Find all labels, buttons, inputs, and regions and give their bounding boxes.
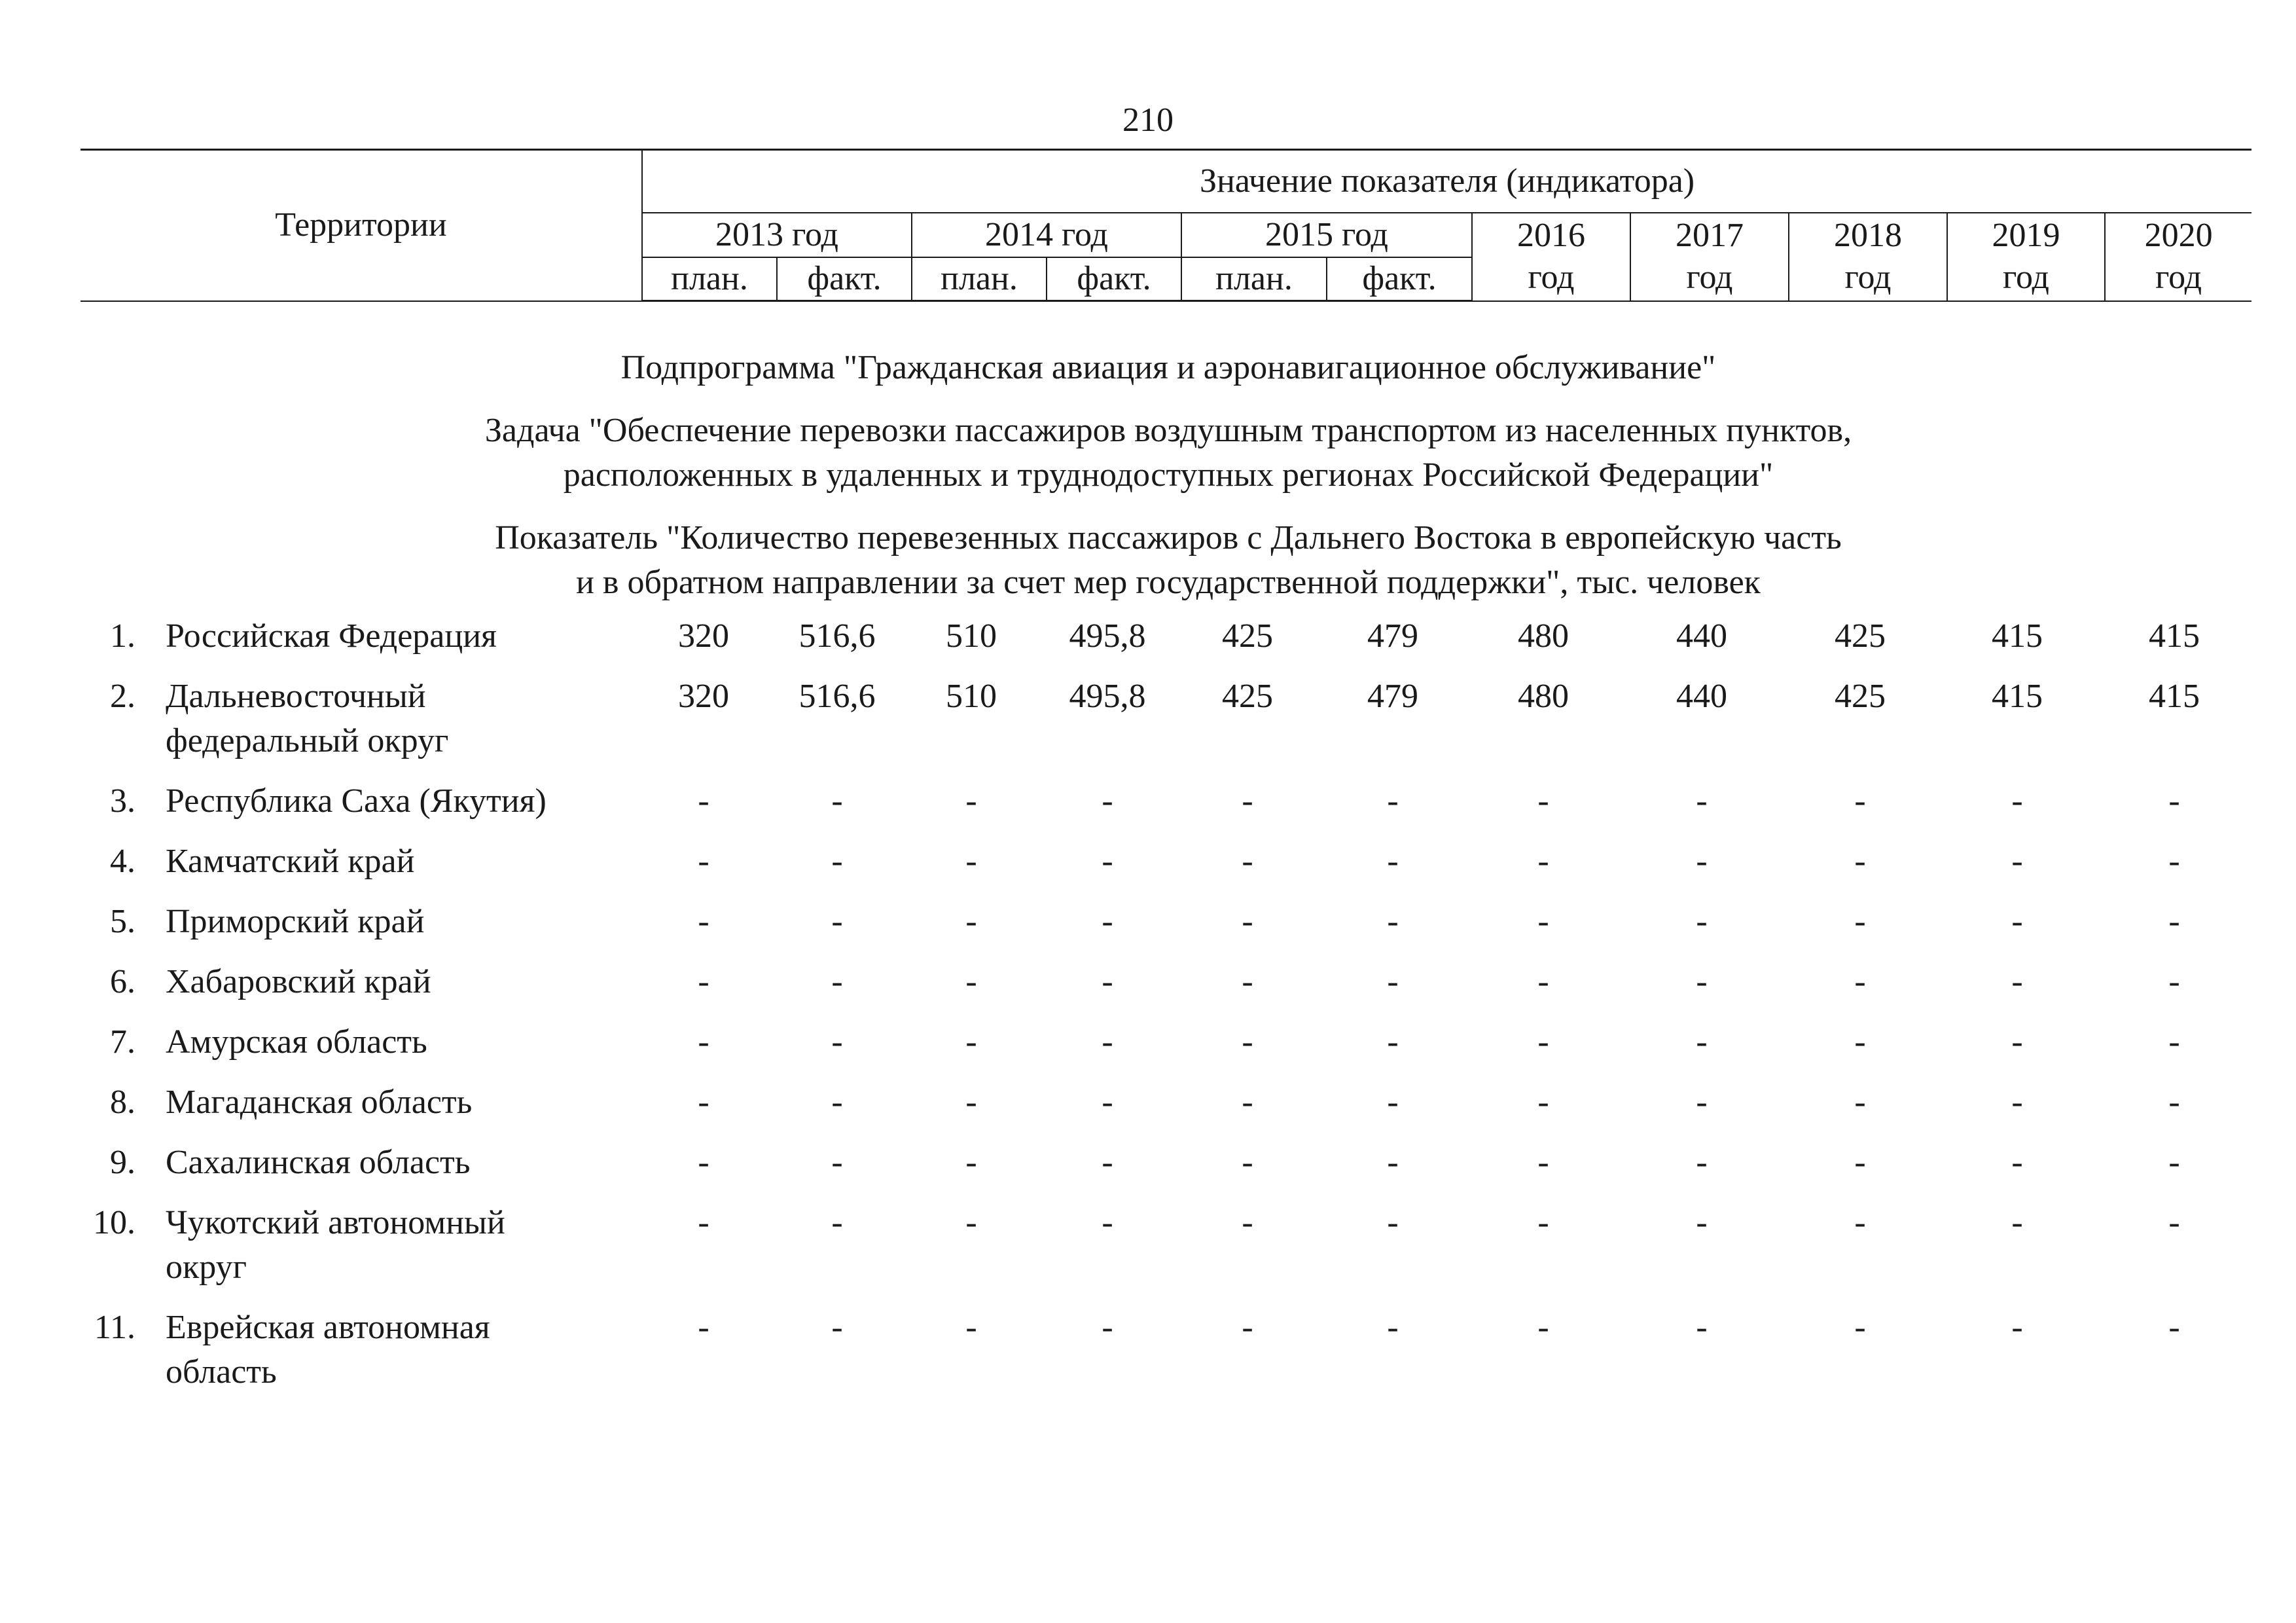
value-cell: -	[1102, 1204, 1113, 1241]
territory-name	[166, 1305, 709, 1395]
value-cell: -	[831, 1023, 843, 1061]
territory-name-line: Приморский край	[166, 903, 425, 940]
territory-name	[166, 1140, 709, 1185]
value-cell: -	[1242, 1023, 1253, 1061]
value-cell: -	[1854, 1204, 1866, 1241]
value-cell: -	[1854, 782, 1866, 820]
value-cell: -	[831, 963, 843, 1000]
value-cell: -	[2168, 1023, 2180, 1061]
value-cell: -	[1854, 1023, 1866, 1061]
value-cell: -	[1387, 1144, 1399, 1181]
value-cell: -	[1102, 843, 1113, 880]
value-cell: -	[965, 1144, 977, 1181]
value-cell: -	[831, 1144, 843, 1181]
territory-name-line: округ	[166, 1249, 247, 1286]
value-cell: -	[1696, 1144, 1708, 1181]
value-cell: -	[2011, 903, 2023, 940]
value-cell: -	[1242, 963, 1253, 1000]
fact-subheader: факт.	[777, 257, 912, 301]
value-cell: -	[2168, 1204, 2180, 1241]
value-cell: 425	[1835, 678, 1886, 715]
value-cell: -	[1696, 903, 1708, 940]
value-cell: -	[698, 782, 709, 820]
value-cell: -	[831, 1204, 843, 1241]
table-row	[81, 960, 2251, 1004]
territory-name	[166, 614, 709, 659]
value-cell: -	[1537, 1023, 1549, 1061]
value-cell: -	[831, 782, 843, 820]
value-cell: -	[831, 1309, 843, 1346]
value-cell: -	[2168, 903, 2180, 940]
row-number: 3.	[110, 782, 135, 820]
row-number: 10.	[93, 1204, 135, 1241]
value-cell: -	[2168, 782, 2180, 820]
value-cell: -	[1242, 1309, 1253, 1346]
year-header: 2017 год	[1630, 213, 1789, 301]
task-heading: Задача "Обеспечение перевозки пассажиров воздушным транспортом из населенных пунктов, расположенных в удаленных и труднодоступных регионах Российской Федерации"	[484, 412, 1852, 494]
value-cell: 510	[946, 617, 997, 655]
value-cell: 320	[678, 678, 729, 715]
value-cell: 516,6	[798, 617, 876, 655]
territory-name	[166, 1201, 709, 1290]
value-cell: -	[1696, 1309, 1708, 1346]
value-cell: -	[2011, 843, 2023, 880]
fact-subheader: факт.	[1327, 257, 1472, 301]
territory-name-line: область	[166, 1353, 277, 1391]
value-cell: -	[1242, 903, 1253, 940]
plan-subheader: план.	[912, 257, 1047, 301]
table-header	[81, 149, 2251, 302]
value-cell: -	[1102, 1084, 1113, 1121]
fact-subheader: факт.	[1047, 257, 1181, 301]
value-cell: -	[831, 903, 843, 940]
row-number: 1.	[110, 617, 135, 655]
value-cell: -	[965, 903, 977, 940]
value-cell: -	[831, 1084, 843, 1121]
value-cell: -	[1242, 843, 1253, 880]
value-cell: -	[698, 1204, 709, 1241]
value-cell: -	[2011, 1023, 2023, 1061]
table-row	[81, 1201, 2251, 1290]
value-cell: -	[698, 1084, 709, 1121]
territory-name	[166, 839, 709, 884]
value-cell: -	[1537, 1309, 1549, 1346]
value-cell: 415	[1992, 617, 2043, 655]
table-row	[81, 900, 2251, 944]
table-row	[81, 1080, 2251, 1125]
value-cell: -	[1537, 903, 1549, 940]
territory-name	[166, 779, 709, 824]
value-cell: -	[1387, 1204, 1399, 1241]
territory-name	[166, 674, 709, 763]
value-cell: -	[698, 843, 709, 880]
value-cell: -	[1537, 843, 1549, 880]
value-cell: 516,6	[798, 678, 876, 715]
row-number: 9.	[110, 1144, 135, 1181]
value-cell: -	[1854, 1144, 1866, 1181]
value-cell: -	[2168, 963, 2180, 1000]
value-cell: -	[965, 1023, 977, 1061]
territory-name-line: Российская Федерация	[166, 617, 497, 655]
value-cell: -	[1387, 1084, 1399, 1121]
value-cell: -	[1537, 1204, 1549, 1241]
value-cell: -	[2168, 843, 2180, 880]
value-cell: -	[1242, 1204, 1253, 1241]
value-cell: 440	[1676, 678, 1727, 715]
value-cell: -	[2168, 1309, 2180, 1346]
value-cell: -	[1696, 1204, 1708, 1241]
value-cell: -	[1696, 782, 1708, 820]
value-cell: -	[965, 1204, 977, 1241]
territory-name-line: Магаданская область	[166, 1084, 473, 1121]
value-cell: -	[698, 1309, 709, 1346]
section-headings	[393, 346, 1944, 623]
indicator-value-header: Значение показателя (индикатора)	[642, 150, 2251, 213]
value-cell: -	[1854, 963, 1866, 1000]
table-row	[81, 1020, 2251, 1065]
value-cell: -	[2168, 1084, 2180, 1121]
value-cell: -	[1696, 843, 1708, 880]
value-cell: 425	[1835, 617, 1886, 655]
page-number: 210	[1122, 101, 1174, 139]
value-cell: -	[1854, 843, 1866, 880]
year-group-header: 2014 год	[912, 213, 1181, 257]
value-cell: -	[1537, 782, 1549, 820]
territory-name	[166, 960, 709, 1004]
year-header: 2016 год	[1472, 213, 1630, 301]
row-number: 4.	[110, 843, 135, 880]
territory-name-line: Камчатский край	[166, 843, 415, 880]
territory-name-line: Хабаровский край	[166, 963, 431, 1000]
value-cell: 479	[1367, 617, 1418, 655]
value-cell: -	[1102, 782, 1113, 820]
plan-subheader: план.	[1181, 257, 1327, 301]
value-cell: -	[831, 843, 843, 880]
table-row	[81, 614, 2251, 659]
value-cell: -	[2011, 1204, 2023, 1241]
value-cell: -	[698, 903, 709, 940]
row-number: 7.	[110, 1023, 135, 1061]
value-cell: 480	[1518, 678, 1569, 715]
subprogram-heading: Подпрограмма "Гражданская авиация и аэронавигационное обслуживание"	[620, 349, 1716, 386]
value-cell: -	[965, 782, 977, 820]
row-number: 6.	[110, 963, 135, 1000]
table-row	[81, 779, 2251, 824]
value-cell: 510	[946, 678, 997, 715]
value-cell: 415	[1992, 678, 2043, 715]
value-cell: -	[2011, 1084, 2023, 1121]
year-header: 2019 год	[1947, 213, 2105, 301]
territory-name	[166, 900, 709, 944]
indicator-heading: Показатель "Количество перевезенных пассажиров с Дальнего Востока в европейскую часть и в обратном направлении за счет мер государственной поддержки", тыс. человек	[495, 519, 1842, 601]
territory-name	[166, 1080, 709, 1125]
value-cell: -	[1696, 1023, 1708, 1061]
territory-name-line: федеральный округ	[166, 722, 449, 759]
value-cell: -	[1387, 1023, 1399, 1061]
value-cell: -	[1102, 903, 1113, 940]
value-cell: 495,8	[1069, 678, 1146, 715]
value-cell: -	[1537, 1084, 1549, 1121]
year-group-header: 2013 год	[642, 213, 912, 257]
value-cell: -	[1242, 782, 1253, 820]
territory-name-line: Еврейская автономная	[166, 1309, 490, 1346]
value-cell: -	[2168, 1144, 2180, 1181]
value-cell: -	[1387, 903, 1399, 940]
territory-name-line: Чукотский автономный	[166, 1204, 505, 1241]
value-cell: -	[965, 1084, 977, 1121]
value-cell: -	[1854, 1084, 1866, 1121]
table-row	[81, 674, 2251, 763]
value-cell: -	[2011, 963, 2023, 1000]
value-cell: -	[1696, 1084, 1708, 1121]
territory-name-line: Сахалинская область	[166, 1144, 471, 1181]
row-number: 8.	[110, 1084, 135, 1121]
territory-name-line: Амурская область	[166, 1023, 427, 1061]
value-cell: -	[1102, 1023, 1113, 1061]
value-cell: -	[965, 843, 977, 880]
value-cell: -	[2011, 782, 2023, 820]
value-cell: 415	[2149, 617, 2200, 655]
value-cell: -	[698, 963, 709, 1000]
value-cell: -	[1387, 782, 1399, 820]
year-header: 2018 год	[1789, 213, 1947, 301]
territory-name	[166, 1020, 709, 1065]
row-number: 2.	[110, 678, 135, 715]
year-header: 2020 год	[2105, 213, 2251, 301]
row-number: 11.	[94, 1309, 135, 1346]
value-cell: -	[2011, 1309, 2023, 1346]
value-cell: 415	[2149, 678, 2200, 715]
value-cell: 425	[1222, 678, 1273, 715]
value-cell: -	[1102, 963, 1113, 1000]
value-cell: -	[1537, 1144, 1549, 1181]
value-cell: 320	[678, 617, 729, 655]
value-cell: -	[965, 1309, 977, 1346]
table-row	[81, 1305, 2251, 1395]
value-cell: -	[1387, 1309, 1399, 1346]
value-cell: 495,8	[1069, 617, 1146, 655]
value-cell: -	[2011, 1144, 2023, 1181]
territories-header: Территории	[81, 150, 642, 301]
plan-subheader: план.	[642, 257, 777, 301]
value-cell: -	[698, 1023, 709, 1061]
value-cell: -	[1242, 1084, 1253, 1121]
value-cell: -	[1537, 963, 1549, 1000]
value-cell: -	[965, 963, 977, 1000]
table-row	[81, 839, 2251, 884]
value-cell: -	[1387, 963, 1399, 1000]
value-cell: 479	[1367, 678, 1418, 715]
value-cell: -	[1387, 843, 1399, 880]
territory-name-line: Дальневосточный	[166, 678, 426, 715]
value-cell: -	[1854, 1309, 1866, 1346]
value-cell: 425	[1222, 617, 1273, 655]
territory-name-line: Республика Саха (Якутия)	[166, 782, 547, 820]
value-cell: -	[1854, 903, 1866, 940]
value-cell: -	[698, 1144, 709, 1181]
value-cell: -	[1102, 1144, 1113, 1181]
value-cell: 440	[1676, 617, 1727, 655]
value-cell: -	[1696, 963, 1708, 1000]
value-cell: 480	[1518, 617, 1569, 655]
year-group-header: 2015 год	[1181, 213, 1472, 257]
value-cell: -	[1242, 1144, 1253, 1181]
row-number: 5.	[110, 903, 135, 940]
value-cell: -	[1102, 1309, 1113, 1346]
table-row	[81, 1140, 2251, 1185]
